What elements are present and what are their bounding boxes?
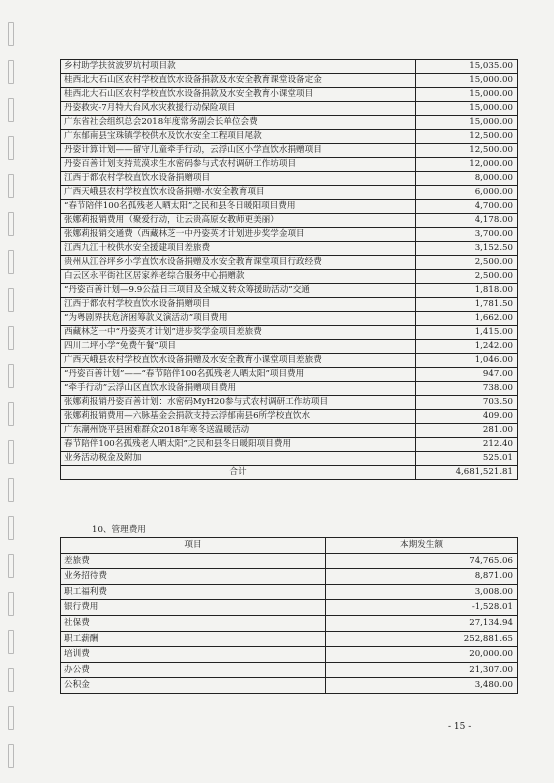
row-item: 乡村助学扶贫波罗坑村项目款 <box>61 60 416 74</box>
row-amount: 252,881.65 <box>326 631 518 647</box>
table-row <box>61 256 518 270</box>
table-row <box>61 631 518 647</box>
row-amount: 74,765.06 <box>326 553 518 569</box>
row-item: 银行费用 <box>61 600 326 616</box>
table-row <box>61 102 518 116</box>
row-amount: 2,500.00 <box>416 270 518 284</box>
table-row <box>61 88 518 102</box>
row-amount: 1,781.50 <box>416 298 518 312</box>
header-amount: 本期发生额 <box>326 538 518 554</box>
row-item: 办公费 <box>61 662 326 678</box>
row-item: 丹姿百善计划支持荒漠求生水密码参与式农村调研工作坊项目 <box>61 158 416 172</box>
table-row <box>61 284 518 298</box>
table-row <box>61 298 518 312</box>
table-row <box>61 326 518 340</box>
row-amount: 21,307.00 <box>326 662 518 678</box>
row-item: 社保费 <box>61 615 326 631</box>
row-amount: 3,700.00 <box>416 228 518 242</box>
row-amount: 1,242.00 <box>416 340 518 354</box>
table-row <box>61 647 518 663</box>
row-amount: 1,818.00 <box>416 284 518 298</box>
row-amount: 4,681,521.81 <box>416 466 518 480</box>
row-item: 广西天峨县农村学校直饮水设备捐赠及水安全教育小课堂项目差旅费 <box>61 354 416 368</box>
row-amount: 738.00 <box>416 382 518 396</box>
business-expense-table <box>60 59 518 480</box>
row-item: 张娜莉报销费用—六脉基金会捐款支持云浮郁南县6所学校直饮水 <box>61 410 416 424</box>
row-item: 广东省社会组织总会2018年度常务副会长单位会费 <box>61 116 416 130</box>
row-item: “春节陪伴100名孤残老人晒太阳”之民和县冬日暖阳项目费用 <box>61 200 416 214</box>
header-item: 项目 <box>61 538 326 554</box>
row-item: 公积金 <box>61 678 326 694</box>
row-amount: 15,000.00 <box>416 116 518 130</box>
table-row <box>61 678 518 694</box>
row-amount: 15,000.00 <box>416 88 518 102</box>
row-item: 春节陪伴100名孤残老人晒太阳”之民和县冬日暖阳项目费用 <box>61 438 416 452</box>
row-amount: 12,500.00 <box>416 130 518 144</box>
row-item: 桂西北大石山区农村学校直饮水设备捐款及水安全教育课堂设备定金 <box>61 74 416 88</box>
table-row <box>61 200 518 214</box>
row-item: 张娜莉报销费用（聚爱行动，让云贵高原女教师更美丽） <box>61 214 416 228</box>
table-row <box>61 368 518 382</box>
table-row <box>61 553 518 569</box>
management-expense-table <box>60 537 518 694</box>
table-header-row <box>61 538 518 554</box>
row-item: “牵手行动”云浮山区直饮水设备捐赠项目费用 <box>61 382 416 396</box>
row-item: 张娜莉报销丹姿百善计划：水密码MyH20参与式农村调研工作坊项目 <box>61 396 416 410</box>
row-amount: 12,500.00 <box>416 144 518 158</box>
row-amount: 3,480.00 <box>326 678 518 694</box>
table-row <box>61 569 518 585</box>
row-amount: 6,000.00 <box>416 186 518 200</box>
table-row <box>61 214 518 228</box>
row-item: 业务活动税金及附加 <box>61 452 416 466</box>
row-item: 职工薪酬 <box>61 631 326 647</box>
row-amount: 20,000.00 <box>326 647 518 663</box>
row-item: 江西于都农村学校直饮水设备捐赠项目 <box>61 298 416 312</box>
row-amount: 525.01 <box>416 452 518 466</box>
table-row <box>61 584 518 600</box>
row-amount: 8,000.00 <box>416 172 518 186</box>
row-amount: 3,008.00 <box>326 584 518 600</box>
row-amount: 1,662.00 <box>416 312 518 326</box>
row-item: “丹姿百善计划”——“春节陪伴100名孤残老人晒太阳”项目费用 <box>61 368 416 382</box>
binder-holes <box>8 0 22 783</box>
row-amount: 2,500.00 <box>416 256 518 270</box>
row-item: “为粤剧界扶危济困筹款义演活动”项目费用 <box>61 312 416 326</box>
table-row <box>61 662 518 678</box>
row-amount: 1,046.00 <box>416 354 518 368</box>
table-row <box>61 158 518 172</box>
row-amount: 15,035.00 <box>416 60 518 74</box>
row-amount: 15,000.00 <box>416 102 518 116</box>
table-row <box>61 270 518 284</box>
row-amount: 27,134.94 <box>326 615 518 631</box>
row-amount: 12,000.00 <box>416 158 518 172</box>
row-item: 江西于都农村学校直饮水设备捐赠项目 <box>61 172 416 186</box>
table-row <box>61 186 518 200</box>
table-row <box>61 382 518 396</box>
row-amount: 703.50 <box>416 396 518 410</box>
table-row <box>61 312 518 326</box>
row-item: 培训费 <box>61 647 326 663</box>
row-amount: 15,000.00 <box>416 74 518 88</box>
table-row <box>61 466 518 480</box>
row-amount: 4,700.00 <box>416 200 518 214</box>
row-item: 四川二坪小学“免费午餐”项目 <box>61 340 416 354</box>
row-item: 贵州从江谷坪乡小学直饮水设备捐赠及水安全教育课堂项目行政经费 <box>61 256 416 270</box>
row-amount: 281.00 <box>416 424 518 438</box>
row-item: 职工福利费 <box>61 584 326 600</box>
table-row <box>61 452 518 466</box>
table-row <box>61 424 518 438</box>
table-row <box>61 410 518 424</box>
row-item: 广东郁南县宝珠镇学校供水及饮水安全工程项目尾款 <box>61 130 416 144</box>
table-row <box>61 438 518 452</box>
table-row <box>61 600 518 616</box>
row-item: 丹姿救灾-7月特大台风水灾救援行动保险项目 <box>61 102 416 116</box>
row-amount: 1,415.00 <box>416 326 518 340</box>
row-amount: 212.40 <box>416 438 518 452</box>
table-row <box>61 144 518 158</box>
table-row <box>61 615 518 631</box>
row-amount: 8,871.00 <box>326 569 518 585</box>
row-item: 丹姿计算计划——留守儿童牵手行动，云浮山区小学直饮水捐赠项目 <box>61 144 416 158</box>
row-item: 业务招待费 <box>61 569 326 585</box>
row-amount: 3,152.50 <box>416 242 518 256</box>
row-item: 桂西北大石山区农村学校直饮水设备捐款及水安全教育小课堂项目 <box>61 88 416 102</box>
row-amount: 947.00 <box>416 368 518 382</box>
row-item: 差旅费 <box>61 553 326 569</box>
table-row <box>61 130 518 144</box>
table-row <box>61 74 518 88</box>
table-row <box>61 60 518 74</box>
row-item: 西藏林芝一中“丹姿英才计划”进步奖学金项目差旅费 <box>61 326 416 340</box>
row-amount: 409.00 <box>416 410 518 424</box>
row-item: 广西天峨县农村学校直饮水设备捐赠-水安全教育项目 <box>61 186 416 200</box>
table-row <box>61 354 518 368</box>
row-item: “丹姿百善计划—9.9公益日三项目及全城义转众筹援助活动”交通 <box>61 284 416 298</box>
table-row <box>61 340 518 354</box>
table-row <box>61 396 518 410</box>
row-item: 江西九江十校供水安全援建项目差旅费 <box>61 242 416 256</box>
table-row <box>61 228 518 242</box>
row-amount: 4,178.00 <box>416 214 518 228</box>
table-row <box>61 172 518 186</box>
row-item: 白云区永平街社区居家养老综合服务中心捐赠款 <box>61 270 416 284</box>
section-title-management-expenses: 10、管理费用 <box>92 525 146 535</box>
table-row <box>61 116 518 130</box>
row-item: 合计 <box>61 466 416 480</box>
page-number: - 15 - <box>448 722 472 732</box>
row-amount: -1,528.01 <box>326 600 518 616</box>
row-item: 广东潮州饶平县困难群众2018年寒冬送温暖活动 <box>61 424 416 438</box>
row-item: 张娜莉报销交通费（西藏林芝一中丹姿英才计划进步奖学金项目 <box>61 228 416 242</box>
table-row <box>61 242 518 256</box>
